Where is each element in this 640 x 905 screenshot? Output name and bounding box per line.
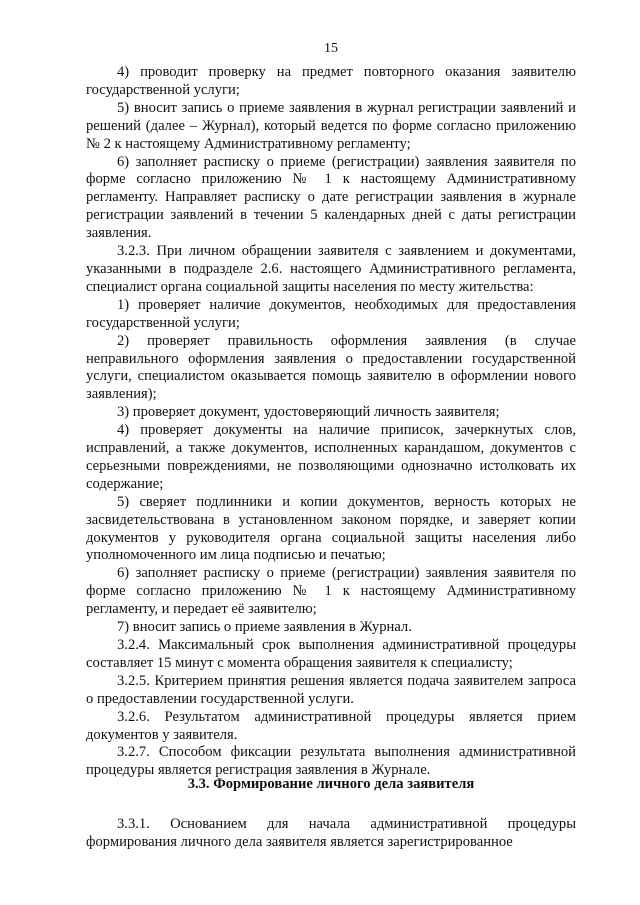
paragraph-3-2-5: 3.2.5. Критерием принятия решения является подача заявителем запроса о предоставлении государственной услуги. bbox=[86, 672, 576, 707]
paragraph-3-3-1: 3.3.1. Основанием для начала административной процедуры формирования личного дела заявителя является зарегистрированное bbox=[86, 816, 576, 850]
paragraph-3-2-4: 3.2.4. Максимальный срок выполнения административной процедуры составляет 15 минут с момента обращения заявителя к специалисту; bbox=[86, 637, 576, 671]
paragraph-check-2: 2) проверяет правильность оформления заявления (в случае неправильного оформления заявления о предоставлении государственной услуги, специалистом оказывается помощь заявителю в оформлении нового заявления); bbox=[86, 332, 576, 403]
document-body bbox=[86, 64, 576, 780]
paragraph-3-2-3: 3.2.3. При личном обращении заявителя с заявлением и документами, указанными в подразделе 2.6. настоящего Административного регламента, специалист органа социальной защиты населения по месту жительства: bbox=[86, 243, 576, 295]
paragraph-3-2-7: 3.2.7. Способом фиксации результата выполнения административной процедуры является регистрация заявления в Журнале. bbox=[86, 744, 576, 779]
paragraph-item-4-repeat-check: 4) проводит проверку на предмет повторного оказания заявителю государственной услуги; bbox=[86, 64, 576, 98]
paragraph-check-5: 5) сверяет подлинники и копии документов, верность которых не засвидетельствована в установленном законом порядке, и заверяет копии документов у руководителя органа социальной защиты населения либо уполномоченного им лица подписью и печатью; bbox=[86, 493, 576, 564]
paragraph-check-4: 4) проверяет документы на наличие приписок, зачеркнутых слов, исправлений, а также документов, исполненных карандашом, документов с серьезными повреждениями, не позволяющими однозначно истолковать их содержание; bbox=[86, 422, 576, 492]
document-tail bbox=[86, 815, 576, 851]
paragraph-3-2-6: 3.2.6. Результатом административной процедуры является прием документов у заявителя. bbox=[86, 708, 576, 743]
paragraph-item-5-journal-entry: 5) вносит запись о приеме заявления в журнал регистрации заявлений и решений (далее – Журнал), который ведется по форме согласно приложению № 2 к настоящему Административному регламенту; bbox=[86, 99, 576, 152]
paragraph-check-1: 1) проверяет наличие документов, необходимых для предоставления государственной услуги; bbox=[86, 296, 576, 331]
paragraph-check-3: 3) проверяет документ, удостоверяющий личность заявителя; bbox=[117, 404, 500, 421]
paragraph-check-7: 7) вносит запись о приеме заявления в Журнал. bbox=[117, 619, 412, 636]
section-heading: 3.3. Формирование личного дела заявителя bbox=[187, 776, 475, 792]
paragraph-item-6-receipt: 6) заполняет расписку о приеме (регистрации) заявления заявителя по форме согласно приложению № 1 к настоящему Административному регламенту. Направляет расписку о дате регистрации заявления в журнале регистрации заявлений в течении 5 календарных дней с даты регистрации заявления. bbox=[86, 153, 576, 242]
page-number: 15 bbox=[324, 41, 338, 56]
paragraph-check-6: 6) заполняет расписку о приеме (регистрации) заявления заявителя по форме согласно приложению № 1 к настоящему Административному регламенту, и передает её заявителю; bbox=[86, 565, 576, 618]
